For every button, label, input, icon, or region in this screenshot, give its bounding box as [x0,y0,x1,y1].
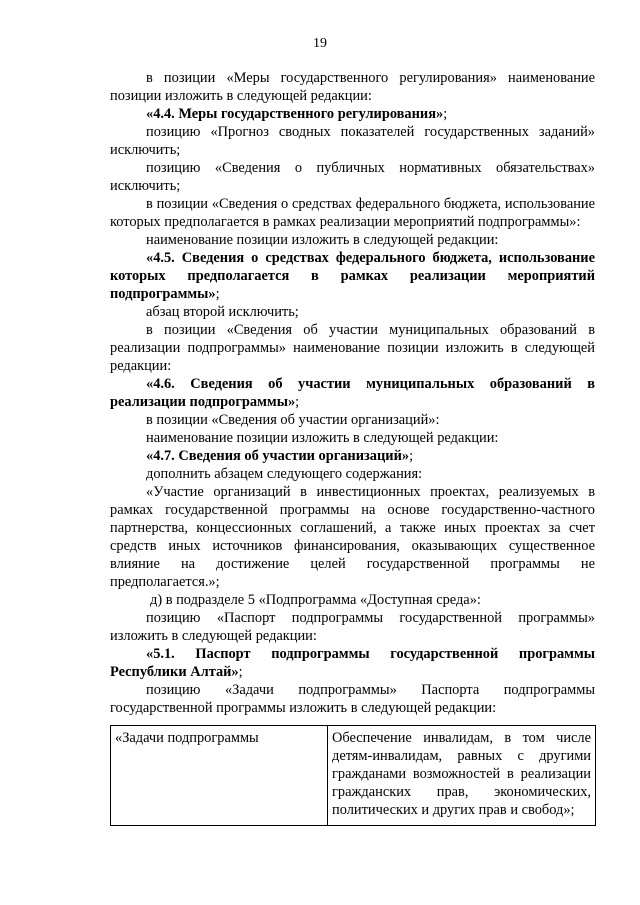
bold-heading-text: «4.4. Меры государственного регулирования» [146,106,444,122]
page-number: 19 [313,36,327,51]
paragraph-text: ; [443,106,448,122]
table-cell-value: Обеспечение инвалидам, в том числе детям-инвалидам, равных с другими гражданами возможностей в реализации гражданских прав, экономических, политических и других прав и свобод»; [328,726,596,826]
paragraph-text: в позиции «Сведения об участии муниципальных образований в реализации подпрограммы» наименование позиции изложить в следующей редакции: [110,322,595,374]
paragraph-19 [110,681,595,717]
bold-heading-text: «4.6. Сведения об участии муниципальных образований в реализации подпрограммы» [110,376,595,410]
document-body [110,69,595,717]
paragraph-text: позицию «Задачи подпрограммы» Паспорта подпрограммы государственной программы изложить в следующей редакции: [110,682,595,716]
amendment-table [110,725,596,826]
paragraph-text: позицию «Сведения о публичных нормативных обязательствах» исключить; [110,160,595,194]
table-row [111,726,596,826]
paragraph-13 [110,447,595,465]
paragraph-11 [110,411,595,429]
paragraph-5 [110,195,595,231]
paragraph-text: ; [409,448,414,464]
paragraph-17 [110,609,595,645]
paragraph-7 [110,249,595,303]
paragraph-text: позицию «Прогноз сводных показателей государственных заданий» исключить; [110,124,595,158]
paragraph-2 [110,105,595,123]
paragraph-9 [110,321,595,375]
bold-heading-text: «4.5. Сведения о средствах федерального бюджета, использование которых предполагается в рамках реализации мероприятий подпрограммы» [110,250,595,302]
paragraph-6 [110,231,595,249]
paragraph-text: позицию «Паспорт подпрограммы государственной программы» изложить в следующей редакции: [110,610,595,644]
paragraph-text: дополнить абзацем следующего содержания: [146,466,423,482]
paragraph-text: в позиции «Меры государственного регулирования» наименование позиции изложить в следующей редакции: [110,70,595,104]
paragraph-14 [110,465,595,483]
paragraph-12 [110,429,595,447]
paragraph-8 [110,303,595,321]
paragraph-text: ; [295,394,300,410]
paragraph-text: абзац второй исключить; [146,304,299,320]
paragraph-text: ; [238,664,243,680]
paragraph-4 [110,159,595,195]
paragraph-18 [110,645,595,681]
paragraph-text: «Участие организаций в инвестиционных проектах, реализуемых в рамках государственной программы на основе государственно-частного партнерства, концессионных соглашений, а также иных проектах за счет средств иных источников финансирования, оказывающих существенное влияние на достижение целей государственной программы не предполагается.»; [110,484,595,590]
bold-heading-text: «5.1. Паспорт подпрограммы государственной программы Республики Алтай» [110,646,595,680]
paragraph-1 [110,69,595,105]
paragraph-10 [110,375,595,411]
paragraph-text: д) в подразделе 5 «Подпрограмма «Доступная среда»: [150,592,481,608]
paragraph-text: ; [215,286,220,302]
paragraph-text: в позиции «Сведения об участии организаций»: [146,412,440,428]
table-cell-label: «Задачи подпрограммы [111,726,328,826]
paragraph-text: наименование позиции изложить в следующей редакции: [146,430,499,446]
paragraph-3 [110,123,595,159]
paragraph-text: наименование позиции изложить в следующей редакции: [146,232,499,248]
paragraph-15 [110,483,595,591]
paragraph-text: в позиции «Сведения о средствах федерального бюджета, использование которых предполагается в рамках реализации мероприятий подпрограммы»: [110,196,595,230]
bold-heading-text: «4.7. Сведения об участии организаций» [146,448,410,464]
paragraph-16 [110,591,595,609]
